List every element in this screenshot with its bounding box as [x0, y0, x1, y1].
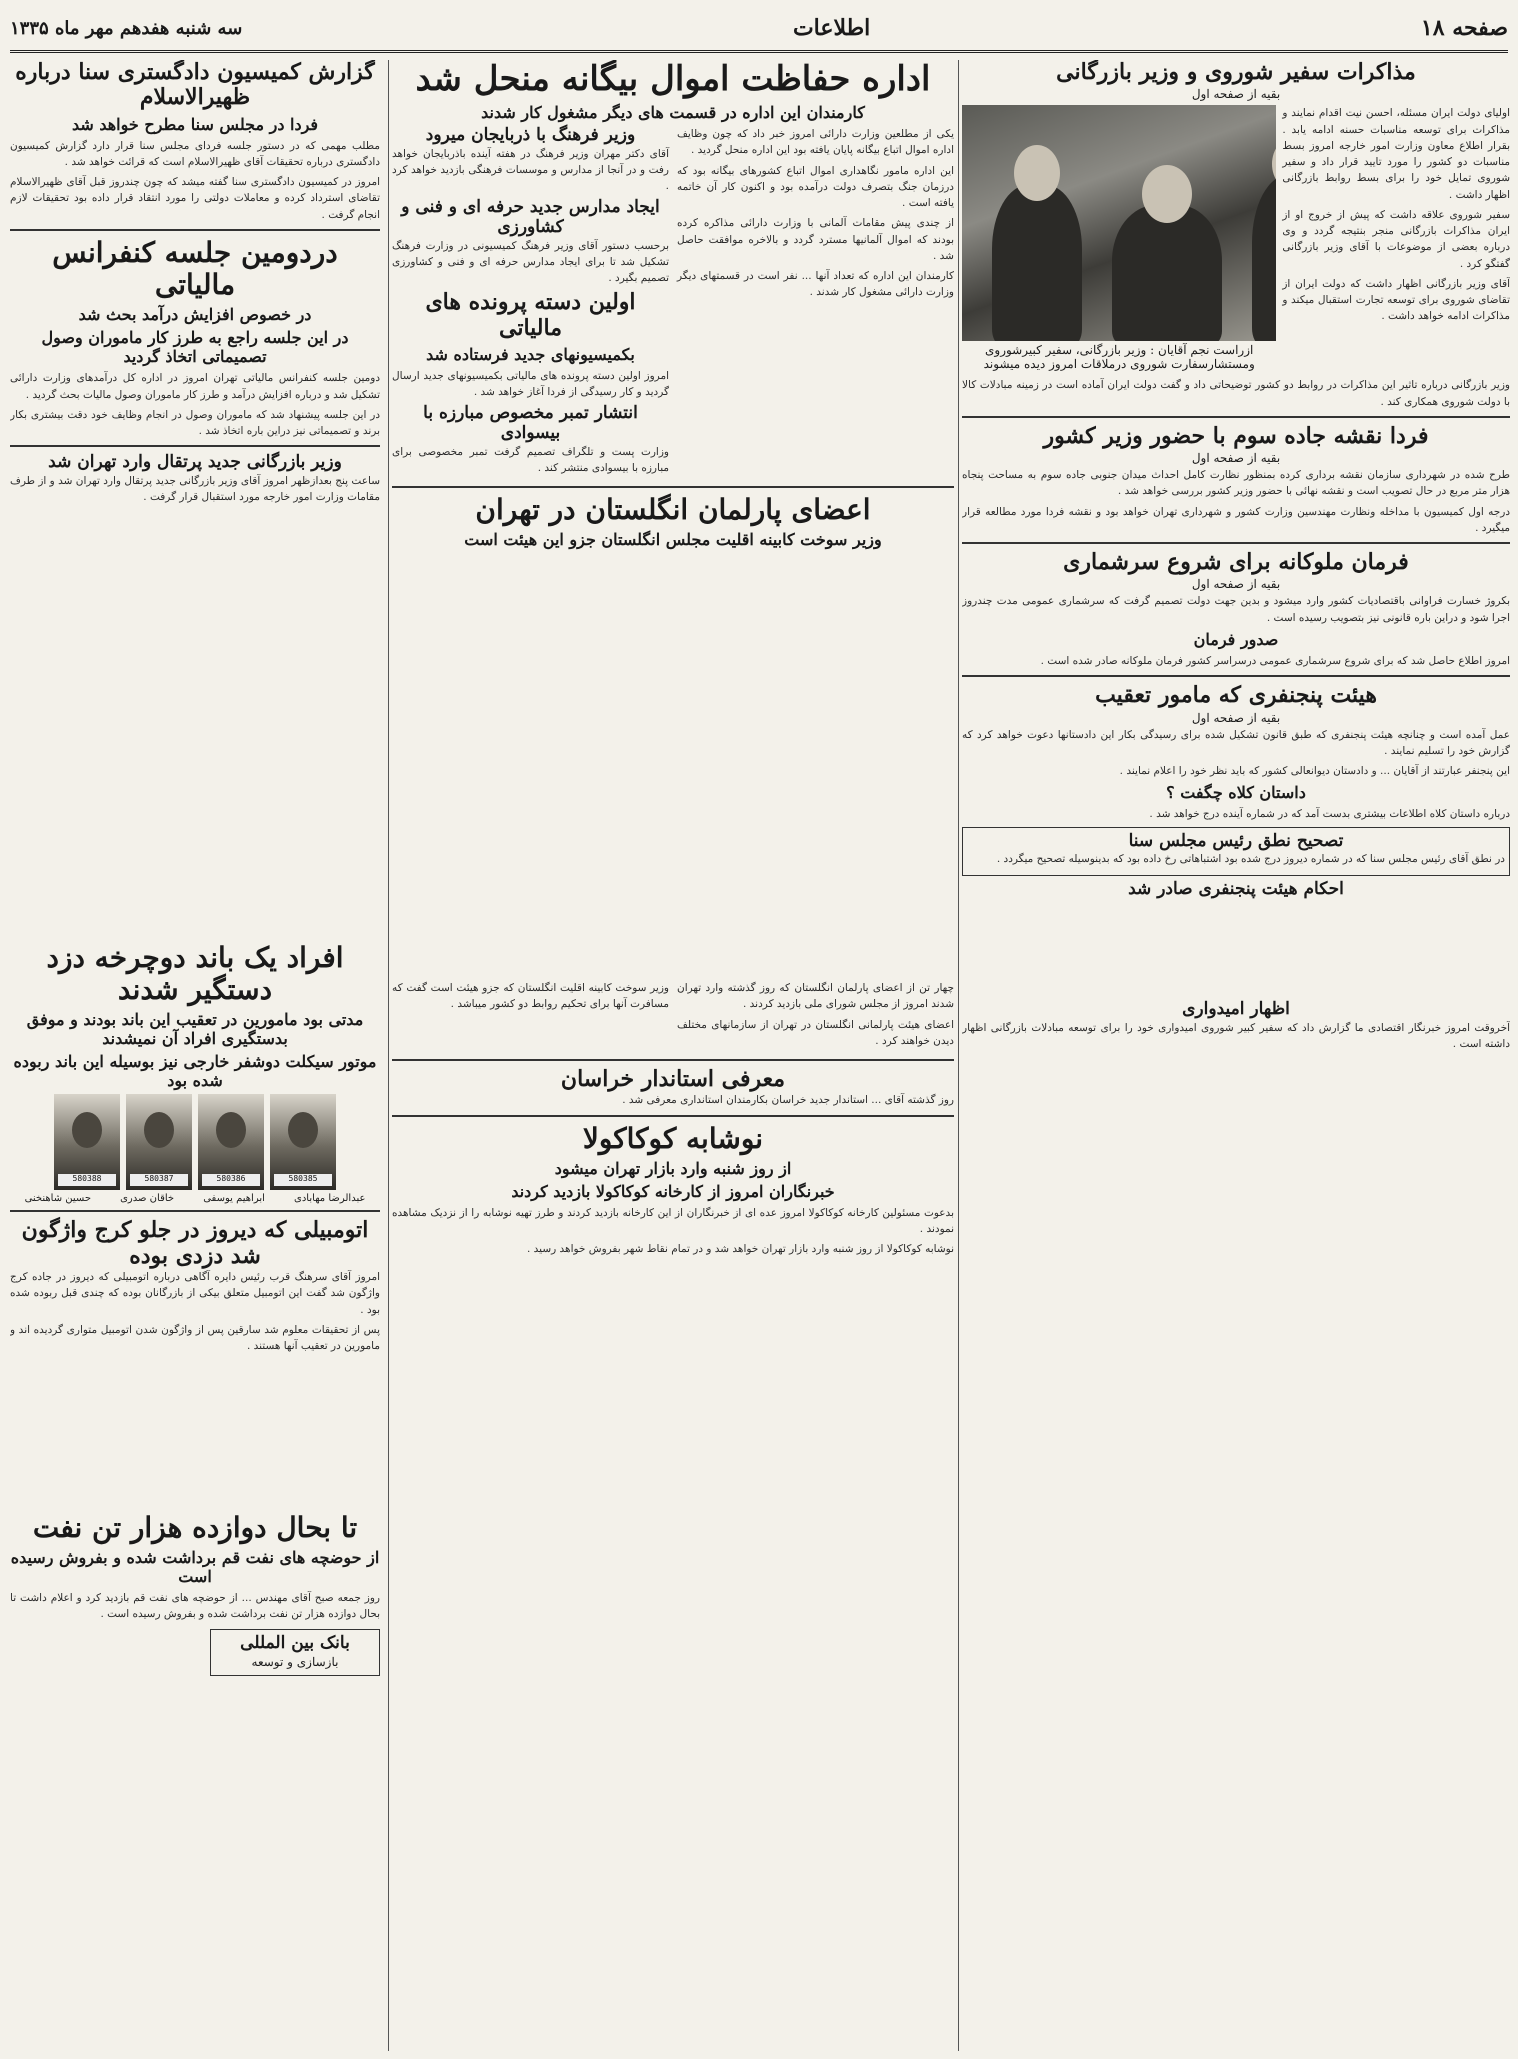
subheading: در خصوص افزایش درآمد بحث شد — [78, 305, 312, 325]
article-body: بکروژ خسارت فراوانی باقتصادیات کشور وارد میشود و بدین جهت دولت تصمیم گرفت که سرشماری عمومی مدت چندروز اجرا شود و دراین باره قانونی نیز بتصویب رسیده است . — [962, 595, 1510, 624]
headline-world-bank: بانک بین المللی — [240, 1632, 350, 1653]
article-body: اولیای دولت ایران مسئله، احسن نیت اقدام نمایند و مذاکرات برای توسعه مناسبات حسنه ادامه یابد . بقرار اطلاع معاون وزارت امور خارجه امروز بسط مناسبات دو کشور را مورد تایید قرار داد و سفیر شوروی تمایل خود را برای بسط روابط بازرگانی اظهار داشت . سفیر شوروی علاقه داشت که پیش از خروج او از ایران مذاکرات بازرگانی منجر بنتیجه گردد و وی درباره بعضی از موضوعات با آقای وزیر بازرگانی گفتگو کرد . آقای وزیر بازرگانی اظهار داشت که دولت ایران از تقاضای شوروی برای توسعه تجارت استقبال میکند و مذاکرات ادامه خواهد داشت . — [1282, 107, 1510, 323]
headline-vocational-schools: ایجاد مدارس جدید حرفه ای و فنی و کشاورزی — [401, 197, 660, 237]
continued-note: بقیه از صفحه اول — [1191, 451, 1281, 466]
headline-khorasan-governor: معرفی استاندار خراسان — [560, 1066, 786, 1093]
headline-correction: تصحیح نطق رئیس مجلس سنا — [1128, 830, 1344, 851]
masthead — [10, 6, 1508, 53]
mugshot: 580388 — [54, 1094, 120, 1190]
article-body: طرح شده در شهرداری سازمان نقشه برداری کرده بمنظور نظارت کامل احداث میدان جنوبی جاده سوم به مساحت پنجاه هزار متر مربع در حال تصویب است و نقشه نهائی با حضور وزیر کشور بررسی خواهد شد . درجه اول کمیسیون با مداخله ونظارت مهندسین وزارت کشور و شهرداری تهران خواهد بود و نقشه فردا مورد مطالعه قرار میگیرد . — [962, 469, 1510, 534]
subheading: بکمیسیونهای جدید فرستاده شد — [426, 344, 635, 364]
headline-five-member-board: هیئت پنجنفری که مامور تعقیب — [1095, 682, 1377, 709]
mugshot: 580386 — [198, 1094, 264, 1190]
article-body: چهار تن از اعضای پارلمان انگلستان که روز گذشته وارد تهران شدند امروز از مجلس شورای ملی بازدید کردند . اعضای هیئت پارلمانی انگلستان در تهران از سازمانهای مختلف دیدن خواهند کرد . — [677, 982, 954, 1047]
headline-uk-parliament: اعضای پارلمان انگلستان در تهران — [475, 493, 871, 527]
left-column — [10, 60, 380, 930]
mugshot-caption: خاقان صدری — [120, 1193, 175, 1205]
issue-date: سه شنبه هفدهم مهر ماه ۱۳۳۵ — [10, 17, 243, 39]
mugshot-row — [10, 1094, 380, 1190]
article-body: ساعت پنج بعدازظهر امروز آقای وزیر بازرگانی جدید پرتقال وارد تهران شد و از طرف مقامات وزارت امور خارجه مورد استقبال قرار گرفت . — [10, 474, 380, 504]
subheading: وزیر سوخت کابینه اقلیت مجلس انگلستان جزو این هیئت است — [464, 530, 882, 550]
headline-literacy-stamp: انتشار تمبر مخصوص مبارزه با بیسوادی — [423, 403, 638, 443]
column-divider — [388, 60, 389, 2051]
middle-lower — [392, 980, 954, 2051]
column-divider — [958, 60, 959, 2051]
headline-karaj-car: اتومبیلی که دیروز در جلو کرج واژگون شد دزدی بوده — [21, 1217, 369, 1269]
article-body: امروز اولین دسته پرونده های مالیاتی بکمیسیونهای جدید ارسال گردید و کار رسیدگی از فردا آغاز خواهد شد . — [392, 369, 669, 399]
headline-census: فرمان ملوکانه برای شروع سرشماری — [1063, 549, 1409, 576]
article-body: وزارت پست و تلگراف تصمیم گرفت تمبر مخصوصی برای مبارزه با بیسوادی منتشر کند . — [392, 445, 669, 474]
mugshot-caption: حسین شاهنخنی — [24, 1193, 91, 1205]
right-lower — [962, 1000, 1510, 2051]
photo-caption: ازراست نجم آقایان : وزیر بازرگانی، سفیر کبیرشوروی ومستشارسفارت شوروی درملاقات امروز دیده میشوند — [983, 343, 1255, 372]
headline-oil: تا بحال دوازده هزار تن نفت — [32, 1512, 358, 1544]
headline-rulings: احکام هیئت پنجنفری صادر شد — [1128, 879, 1344, 900]
article-body: درباره داستان کلاه اطلاعات بیشتری بدست آمد که در شماره آینده درج خواهد شد . — [1149, 808, 1510, 821]
article-body: روز گذشته آقای ... استاندار جدید خراسان بکارمندان استانداری معرفی شد . — [622, 1094, 954, 1107]
headline-tax-files: اولین دسته پرونده های مالیاتی — [425, 289, 636, 341]
subheading: کارمندان این اداره در قسمت های دیگر مشغول کار شدند — [481, 103, 865, 123]
article-body: در نطق آقای رئیس مجلس سنا که در شماره دیروز درج شده بود اشتباهاتی رخ داده بود که بدینوسیله تصحیح میگردد . — [996, 853, 1505, 866]
continued-note: بقیه از صفحه اول — [1191, 577, 1281, 592]
headline-tax-conference: دردومین جلسه کنفرانس مالیاتی — [52, 235, 338, 302]
subheading: خبرنگاران امروز از کارخانه کوکاکولا بازدید کردند — [511, 1181, 835, 1201]
headline-portugal-minister: وزیر بازرگانی جدید پرتقال وارد تهران شد — [48, 452, 342, 473]
mugshot-caption: ابراهیم یوسفی — [203, 1193, 265, 1205]
article-body: عمل آمده است و چنانچه هیئت پنجنفری که طبق قانون تشکیل شده برای رسیدگی بکار این دادستانها دعوت خواهد کرد که گزارش خود را تسلیم نمایند . این پنجنفر عبارتند از آقایان ... و دادستان دیوانعالی کشور که باید نظر خود را اعلام نمایند . — [962, 728, 1510, 778]
subheading: بازسازی و توسعه — [251, 1655, 339, 1670]
article-body: برحسب دستور آقای وزیر فرهنگ کمیسیونی در وزارت فرهنگ تشکیل شد تا برای ایجاد مدارس حرفه ای و فنی و کشاورزی تصمیم بگیرد . — [392, 239, 669, 285]
article-body: آخروقت امروز خبرنگار اقتصادی ما گزارش داد که سفیر کبیر شوروی امیدواری خود را برای توسعه مبادلات بازرگانی اظهار داشته است . — [962, 1021, 1510, 1050]
article-body: وزیر سوخت کابینه اقلیت انگلستان که جزو هیئت است گفت که مسافرت آنها برای تحکیم روابط دو کشور میباشد . — [392, 982, 669, 1011]
article-body: بدعوت مسئولین کارخانه کوکاکولا امروز عده ای از خبرنگاران از این کارخانه بازدید کردند و طرز تهیه نوشابه را از نزدیک مشاهده نمودند . نوشابه کوکاکولا از روز شنبه وارد بازار تهران خواهد شد و در تمام نقاط شهر بفروش خواهد رسید . — [392, 1206, 954, 1256]
article-body: روز جمعه صبح آقای مهندس ... از حوضچه های نفت قم بازدید کرد و اعلام داشت تا بحال دوازده هزار تن نفت برداشت شده و بفروش رسیده است . — [10, 1592, 380, 1621]
mugshot: 580387 — [126, 1094, 192, 1190]
headline-coca-cola: نوشابه کوکاکولا — [582, 1121, 764, 1155]
mugshot: 580385 — [270, 1094, 336, 1190]
page-number: صفحه ۱۸ — [1420, 15, 1508, 41]
article-body: دومین جلسه کنفرانس مالیاتی تهران امروز در اداره کل درآمدهای وزارت دارائی تشکیل شد و درباره افزایش درآمد و طرز کار ماموران وصول مالیات بحث گردید . در این جلسه پیشنهاد شد که ماموران وصول در انجام وظایف خود دقت بیشتری بکار برند و تصمیماتی نیز دراین باره اتخاذ شد . — [10, 372, 380, 438]
continued-note: بقیه از صفحه اول — [1191, 87, 1281, 102]
headline-road-plan: فردا نقشه جاده سوم با حضور وزیر کشور — [1043, 422, 1429, 449]
article-body: آقای دکتر مهران وزیر فرهنگ در هفته آینده باذربایجان خواهد رفت و در آنجا از مدارس و موسسات فرهنگی بازدید خواهد کرد . — [392, 147, 669, 193]
subheading: صدور فرمان — [1193, 630, 1279, 650]
subheading: فردا در مجلس سنا مطرح خواهد شد — [71, 114, 319, 134]
subheading: موتور سیکلت دوشفر خارجی نیز بوسیله این باند ربوده شده بود — [13, 1052, 377, 1091]
article-body: یکی از مطلعین وزارت دارائی امروز خبر داد که چون وظایف اداره اموال اتباع بیگانه پایان یافته بود این اداره منحل گردید . این اداره مامور نگاهداری اموال اتباع کشورهای بیگانه بود که درزمان جنگ بتصرف دولت درآمده بود و اکنون کار آن خاتمه یافته است . از چندی پیش مقامات آلمانی با وزارت دارائی مذاکره کرده بودند که اموال آلمانیها مسترد گردد و بالاخره موافقت حاصل شد . کارمندان این اداره که تعداد آنها ... نفر است در قسمتهای دیگر وزارت دارائی مشغول کار شدند . — [677, 128, 954, 299]
headline-bicycle-thieves: افراد یک باند دوچرخه دزد دستگیر شدند — [46, 942, 344, 1007]
subheading: داستان کلاه چگفت ؟ — [1166, 783, 1306, 803]
subheading: از حوضچه های نفت قم برداشت شده و بفروش رسیده است — [10, 1548, 380, 1587]
article-body: مطلب مهمی که در دستور جلسه فردای مجلس سنا قرار دارد گزارش کمیسیون دادگستری درباره تحقیقات آقای ظهیرالاسلام است که قرائت خواهد شد . امروز در کمیسیون دادگستری سنا گفته میشد که چون چندروز قبل آقای ظهیرالاسلام تقاضای استرداد کرده و معاملات دولتی را مورد انتقاد قرار داده بود تحقیقات لازم انجام گرفت . — [10, 139, 380, 221]
theft-article — [10, 942, 380, 1502]
headline-senate-report: گزارش کمیسیون دادگستری سنا درباره ظهیرالاسلام — [15, 60, 375, 111]
mugshot-caption: عبدالرضا مهابادی — [294, 1193, 366, 1205]
article-body: امروز اطلاع حاصل شد که برای شروع سرشماری عمومی درسراسر کشور فرمان ملوکانه صادر شده است . — [1040, 655, 1510, 668]
headline-culture-minister: وزیر فرهنگ با ذربایجان میرود — [425, 125, 636, 146]
news-photo — [962, 105, 1276, 341]
subheading: مدتی بود مامورین در تعقیب این باند بودند و موفق بدستگیری افراد آن نمیشدند — [26, 1010, 364, 1049]
headline-foreign-property: اداره حفاظت اموال بیگانه منحل شد — [415, 60, 931, 99]
article-body: امروز آقای سرهنگ قرب رئیس دایره آگاهی درباره اتومبیلی که دیروز در جاده کرج واژگون شد گفت این اتومبیل متعلق بیکی از بازرگانان بوده که چندی قبل ربوده شده بود . پس از تحقیقات معلوم شد سارقین پس از واژگون شدن اتومبیل متواری گردیده اند و مامورین در تعقیب آنها هستند . — [10, 1270, 380, 1353]
subheading: از روز شنبه وارد بازار تهران میشود — [554, 1158, 792, 1178]
subheading: در این جلسه راجع به طرز کار ماموران وصول تصمیماتی اتخاذ گردید — [41, 328, 349, 367]
continued-note: بقیه از صفحه اول — [1191, 710, 1281, 725]
headline-trade-talks: مذاکرات سفیر شوروی و وزیر بازرگانی — [1056, 60, 1416, 85]
paper-name: اطلاعات — [792, 15, 871, 41]
headline-hopes: اظهار امیدواری — [1182, 1000, 1290, 1019]
oil-article — [10, 1512, 380, 2051]
article-body: وزیر بازرگانی درباره تاثیر این مذاکرات در روابط دو کشور توضیحاتی داد و گفت دولت ایران آماده است در زمینه مبادلات کالا با دولت شوروی همکاری کند . — [962, 379, 1510, 408]
